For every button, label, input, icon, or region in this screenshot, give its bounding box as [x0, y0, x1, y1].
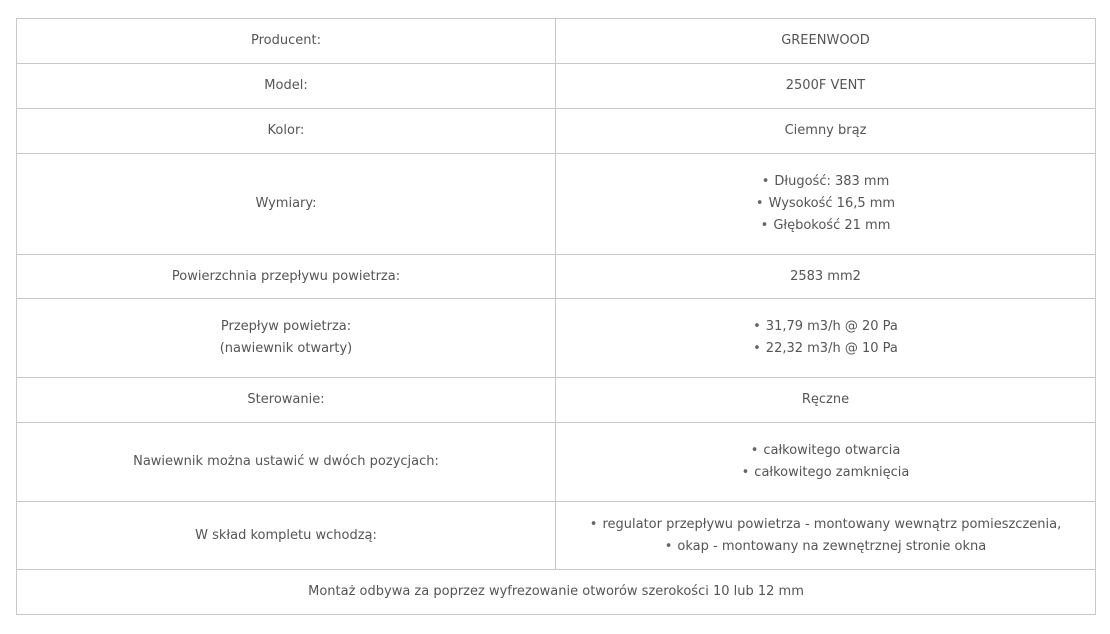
bullet-icon: •: [755, 196, 764, 211]
spec-value-model: 2500F VENT: [556, 64, 1096, 109]
dimensions-list: [564, 171, 1087, 237]
spec-table: [16, 18, 1096, 615]
list-item: [564, 316, 1087, 338]
spec-row-sklad: [17, 502, 1096, 570]
airflow-list: [564, 316, 1087, 360]
spec-value-pozycje: [556, 423, 1096, 502]
bullet-icon: •: [664, 538, 673, 554]
list-item: [564, 215, 1087, 237]
bullet-icon: •: [753, 341, 761, 356]
position-open: całkowitego otwarcia: [763, 443, 901, 458]
spec-label-producent: Producent:: [17, 19, 556, 64]
list-item: [564, 171, 1087, 193]
spec-label-powierzchnia: Powierzchnia przepływu powietrza:: [17, 255, 556, 299]
spec-row-pozycje: [17, 423, 1096, 502]
airflow-label-sub: (nawiewnik otwarty): [219, 341, 353, 356]
spec-row-powierzchnia: [17, 255, 1096, 299]
bullet-icon: •: [589, 516, 598, 532]
spec-label-sklad: W skład kompletu wchodzą:: [17, 502, 556, 570]
spec-value-kolor: Ciemny brąz: [556, 109, 1096, 154]
spec-value-sklad: [556, 502, 1096, 570]
kit-contents-list: [564, 514, 1087, 558]
list-item: [564, 514, 1087, 536]
spec-label-wymiary: Wymiary:: [17, 154, 556, 255]
spec-row-kolor: [17, 109, 1096, 154]
list-item: [564, 338, 1087, 360]
mounting-note: Montaż odbywa za poprzez wyfrezowanie otworów szerokości 10 lub 12 mm: [17, 570, 1096, 615]
spec-label-przeplyw: [17, 299, 556, 378]
spec-label-pozycje: Nawiewnik można ustawić w dwóch pozycjach:: [17, 423, 556, 502]
list-item: [564, 193, 1087, 215]
bullet-icon: •: [760, 218, 769, 233]
airflow-value-10pa: 22,32 m3/h @ 10 Pa: [765, 341, 898, 356]
list-item: [564, 440, 1087, 462]
spec-row-model: [17, 64, 1096, 109]
dimension-depth: Głębokość 21 mm: [773, 218, 891, 233]
spec-label-kolor: Kolor:: [17, 109, 556, 154]
spec-value-producent: GREENWOOD: [556, 19, 1096, 64]
position-closed: całkowitego zamknięcia: [754, 465, 910, 480]
spec-value-sterowanie: Ręczne: [556, 378, 1096, 423]
bullet-icon: •: [761, 174, 770, 189]
spec-row-producent: [17, 19, 1096, 64]
dimension-height: Wysokość 16,5 mm: [768, 196, 896, 211]
kit-item-regulator: regulator przepływu powietrza - montowany wewnątrz pomieszczenia,: [602, 516, 1062, 532]
bullet-icon: •: [750, 443, 759, 458]
spec-label-sterowanie: Sterowanie:: [17, 378, 556, 423]
positions-list: [564, 440, 1087, 484]
spec-value-powierzchnia: 2583 mm2: [556, 255, 1096, 299]
airflow-value-20pa: 31,79 m3/h @ 20 Pa: [765, 319, 898, 334]
spec-row-footer: [17, 570, 1096, 615]
bullet-icon: •: [741, 465, 750, 480]
bullet-icon: •: [753, 319, 761, 334]
spec-label-model: Model:: [17, 64, 556, 109]
kit-item-hood: okap - montowany na zewnętrznej stronie okna: [677, 538, 987, 554]
spec-row-przeplyw: [17, 299, 1096, 378]
list-item: [564, 536, 1087, 558]
dimension-length: Długość: 383 mm: [774, 174, 890, 189]
list-item: [564, 462, 1087, 484]
spec-value-wymiary: [556, 154, 1096, 255]
spec-row-wymiary: [17, 154, 1096, 255]
spec-value-przeplyw: [556, 299, 1096, 378]
spec-row-sterowanie: [17, 378, 1096, 423]
airflow-label: Przepływ powietrza:: [220, 319, 352, 334]
